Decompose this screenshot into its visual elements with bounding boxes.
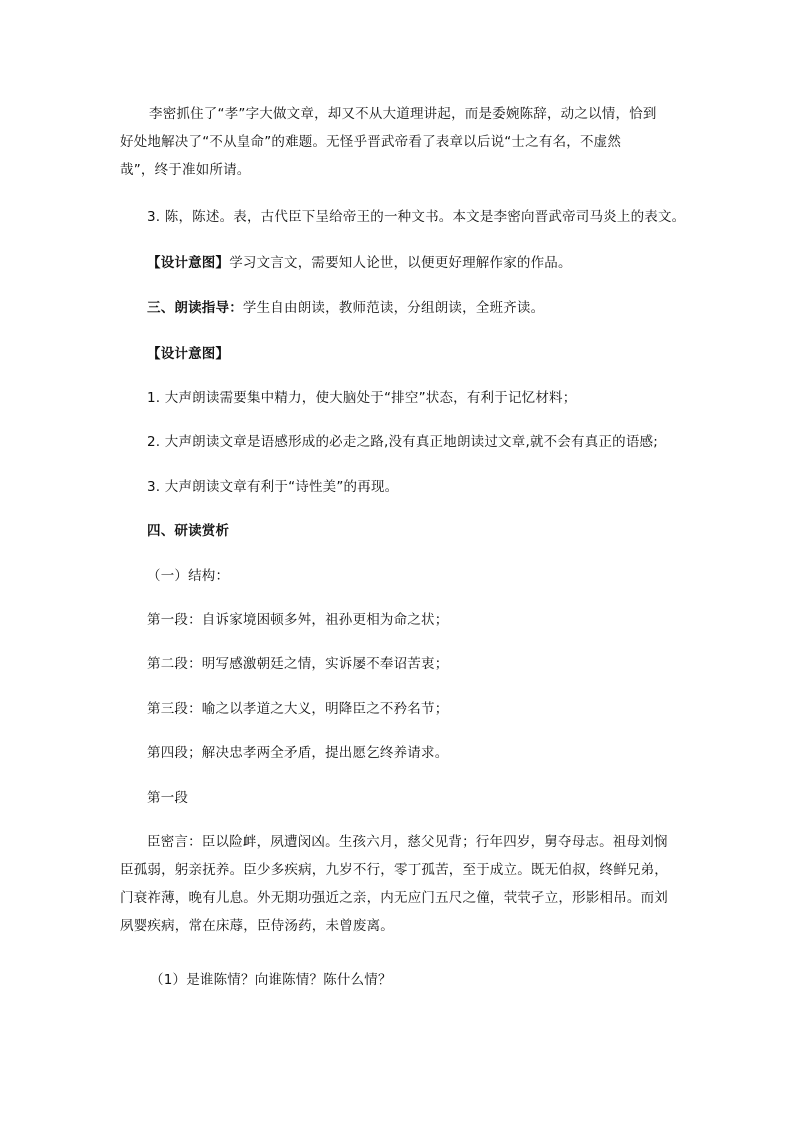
section-reading-guide (147, 298, 544, 318)
structure-para-1: 第一段：自诉家境困顿多舛，祖孙更相为命之状； (147, 612, 449, 628)
structure-heading: （一）结构： (147, 568, 230, 584)
classical-text-line-4: 夙婴疾病，常在床蓐，臣侍汤药，未曾废离。 (120, 918, 394, 934)
design-intent-2-label: 【设计意图】 (147, 346, 230, 362)
classical-text-line-1: 臣密言：臣以险衅，夙遭闵凶。生孩六月，慈父见背；行年四岁，舅夺母志。祖母刘悯 (147, 834, 668, 850)
reading-guide-text: 学生自由朗读，教师范读，分组朗读，全班齐读。 (242, 300, 545, 316)
structure-para-2: 第二段：明写感激朝廷之情，实诉屡不奉诏苦衷； (147, 656, 449, 672)
structure-para-3: 第三段：喻之以孝道之大义，明降臣之不矜名节； (147, 701, 449, 717)
structure-para-4: 第四段；解决忠孝两全矛盾，提出愿乞终养请求。 (147, 745, 449, 761)
note-chen-biao: 3. 陈，陈述。表，古代臣下呈给帝王的一种文书。本文是李密向晋武帝司马炎上的表文。 (147, 209, 686, 225)
question-1: （1）是谁陈情？向谁陈情？陈什么情？ (150, 972, 392, 988)
first-paragraph-label: 第一段 (147, 790, 189, 806)
design-intent-label: 【设计意图】 (147, 255, 230, 271)
classical-text-line-3: 门衰祚薄，晚有儿息。外无期功强近之亲，内无应门五尺之僮，茕茕孑立，形影相吊。而刘 (120, 890, 668, 906)
design-intent-text: 学习文言文，需要知人论世，以便更好理解作家的作品。 (229, 255, 572, 271)
paragraph-li-mi-line-1: 李密抓住了“孝”字大做文章，却又不从大道理讲起，而是委婉陈辞，动之以情，恰到 (149, 106, 657, 122)
list-item-2: 2. 大声朗读文章是语感形成的必走之路,没有真正地朗读过文章,就不会有真正的语感; (147, 434, 659, 450)
section-heading-reading: 三、朗读指导： (147, 300, 243, 316)
paragraph-li-mi-line-3: 哉”，终于准如所请。 (120, 162, 251, 178)
list-item-1: 1. 大声朗读需要集中精力，使大脑处于“排空”状态，有利于记忆材料； (147, 390, 577, 406)
paragraph-li-mi-line-2: 好处地解决了“不从皇命”的难题。无怪乎晋武帝看了表章以后说“士之有名，不虚然 (120, 134, 622, 150)
design-intent-1 (147, 253, 572, 273)
section-heading-analysis: 四、研读赏析 (147, 523, 230, 539)
classical-text-line-2: 臣孤弱，躬亲抚养。臣少多疾病，九岁不行，零丁孤苦，至于成立。既无伯叔，终鲜兄弟， (120, 862, 668, 878)
list-item-3: 3. 大声朗读文章有利于“诗性美”的再现。 (147, 479, 399, 495)
